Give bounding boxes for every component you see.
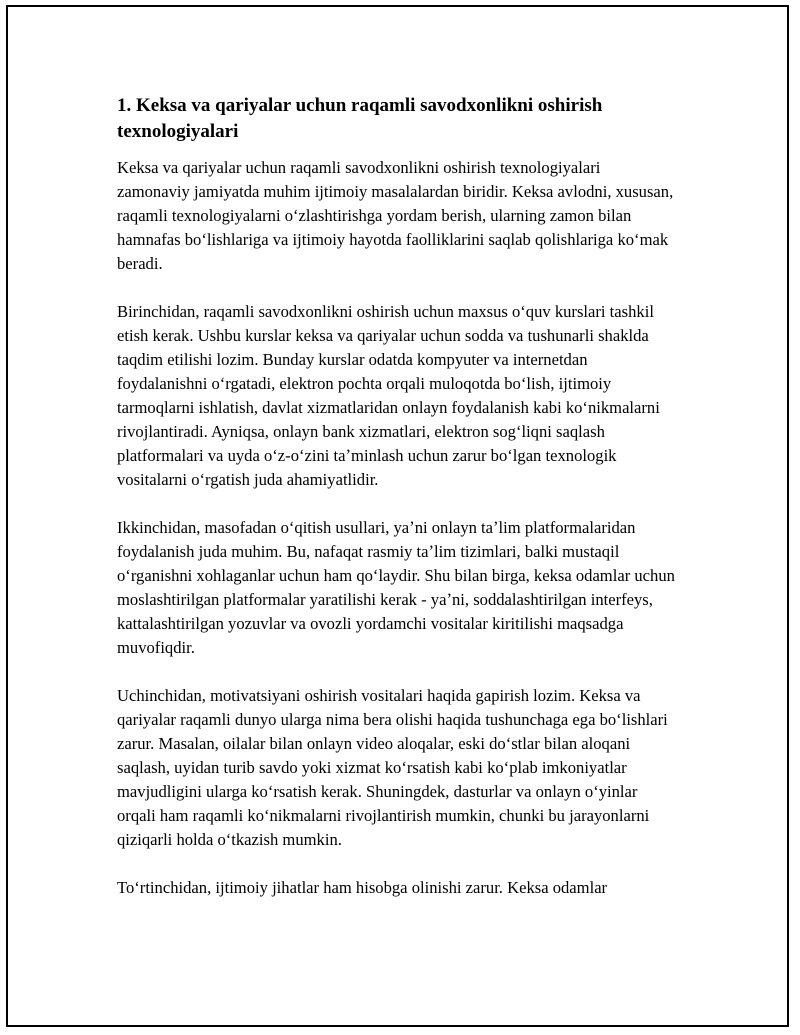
section-heading: 1. Keksa va qariyalar uchun raqamli savodxonlikni oshirish texnologiyalari [117, 95, 603, 142]
paragraph-second-point: Ikkinchidan, masofadan oʻqitish usullari, yaʼni onlayn taʼlim platformalaridan foydalanish juda muhim. Bu, nafaqat rasmiy taʼlim tizimlari, balki mustaqil oʻrganishni xohlaganlar uchun ham qoʻlaydir. Shu bilan birga, keksa odamlar uchun moslashtirilgan platformalar yaratilishi kerak - yaʼni, soddalashtirilgan interfeys, kattalashtirilgan yozuvlar va ovozli yordamchi vositalar kiritilishi maqsadga muvofiqdir. [117, 518, 675, 657]
paragraph-first-point: Birinchidan, raqamli savodxonlikni oshirish uchun maxsus oʻquv kurslari tashkil etish kerak. Ushbu kurslar keksa va qariyalar uchun sodda va tushunarli shaklda taqdim etilishi lozim. Bunday kurslar odatda kompyuter va internetdan foydalanishni oʻrgatadi, elektron pochta orqali muloqotda boʻlish, ijtimoiy tarmoqlarni ishlatish, davlat xizmatlaridan onlayn foydalanish kabi koʻnikmalarni rivojlantiradi. Ayniqsa, onlayn bank xizmatlari, elektron sogʻliqni saqlash platformalari va uyda oʻz-oʻzini taʼminlash uchun zarur boʻlgan texnologik vositalarni oʻrgatish juda ahamiyatlidir. [117, 302, 660, 489]
document-body [117, 93, 677, 924]
paragraph-third-point: Uchinchidan, motivatsiyani oshirish vositalari haqida gapirish lozim. Keksa va qariyalar raqamli dunyo ularga nima bera olishi haqida tushunchaga ega boʻlishlari zarur. Masalan, oilalar bilan onlayn video aloqalar, eski doʻstlar bilan aloqani saqlash, uyidan turib savdo yoki xizmat koʻrsatish kabi koʻplab imkoniyatlar mavjudligini ularga koʻrsatish kerak. Shuningdek, dasturlar va onlayn oʻyinlar orqali ham raqamli koʻnikmalarni rivojlantirish mumkin, chunki bu jarayonlarni qiziqarli holda oʻtkazish mumkin. [117, 686, 668, 849]
paragraph-fourth-point: Toʻrtinchidan, ijtimoiy jihatlar ham hisobga olinishi zarur. Keksa odamlar [117, 878, 608, 897]
paragraph-intro: Keksa va qariyalar uchun raqamli savodxonlikni oshirish texnologiyalari zamonaviy jamiyatda muhim ijtimoiy masalalardan biridir. Keksa avlodni, xususan, raqamli texnologiyalarni oʻzlashtirishga yordam berish, ularning zamon bilan hamnafas boʻlishlariga va ijtimoiy hayotda faolliklarini saqlab qolishlariga koʻmak beradi. [117, 158, 674, 273]
